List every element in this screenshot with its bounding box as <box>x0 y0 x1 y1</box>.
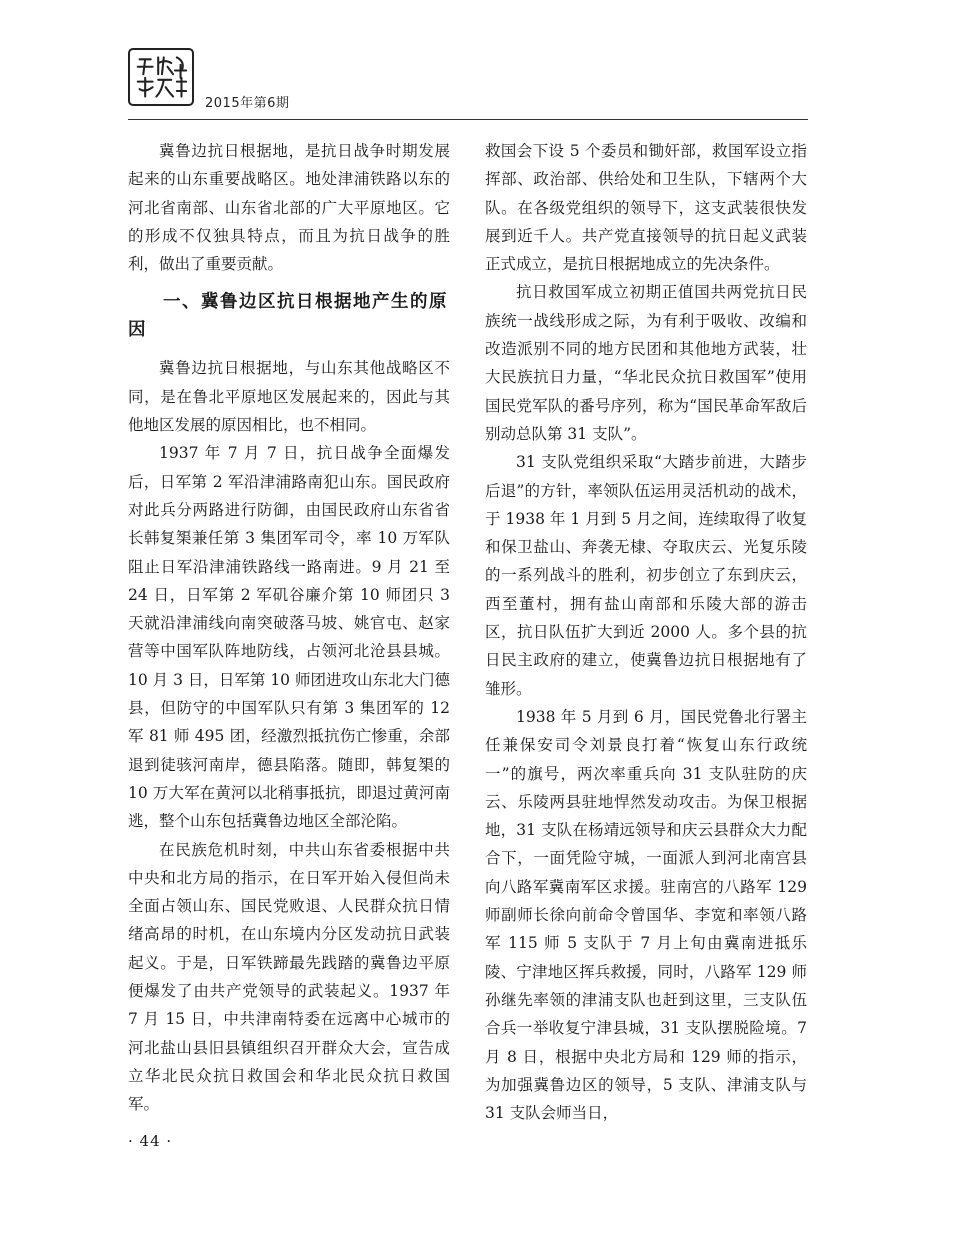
paragraph: 冀鲁边抗日根据地，与山东其他战略区不同，是在鲁北平原地区发展起来的，因此与其他地区发展的原因相比，也不相同。 <box>128 359 450 435</box>
journal-logo-icon <box>130 50 192 104</box>
paragraph: 31 支队党组织采取“大踏步前进，大踏步后退”的方针，率领队伍运用灵活机动的战术，于 1938 年 1 月到 5 月之间，连续取得了收复和保卫盐山、奔袭无棣、夺取庆云、光复乐陵的一系列战斗的胜利，初步创立了东到庆云，西至董村，拥有盐山南部和乐陵大部的游击区，抗日队伍扩大到近 2000 人。多个县的抗日民主政府的建立，使冀鲁边抗日根据地有了雏形。 <box>485 453 807 698</box>
paragraph: 在民族危机时刻，中共山东省委根据中共中央和北方局的指示，在日军开始入侵但尚未全面占领山东、国民党败退、人民群众抗日情绪高昂的时机，在山东境内分区发动抗日武装起义。于是，日军铁蹄最先践踏的冀鲁边平原便爆发了由共产党领导的武装起义。1937 年 7 月 15 日，中共津南特委在远离中心城市的河北盐山县旧县镇组织召开群众大会，宣告成立华北民众抗日救国会和华北民众抗日救国军。 <box>128 840 450 1114</box>
intro-paragraph: 冀鲁边抗日根据地，是抗日战争时期发展起来的山东重要战略区。地处津浦铁路以东的河北省南部、山东省北部的广大平原地区。它的形成不仅独具特点，而且为抗日战争的胜利，做出了重要贡献。 <box>128 142 450 274</box>
header-divider <box>128 119 808 120</box>
journal-logo <box>128 48 194 106</box>
right-column <box>485 137 807 1127</box>
paragraph: 1938 年 5 月到 6 月，国民党鲁北行署主任兼保安司令刘景良打着“恢复山东行政统一”的旗号，两次率重兵向 31 支队驻防的庆云、乐陵两县驻地悍然发动攻击。为保卫根据地，31 支队在杨靖远领导和庆云县群众大力配合下，一面凭险守城，一面派人到河北南宫县向八路军冀南军区求援。驻南宫的八路军 129 师副师长徐向前命令曾国华、李宽和率领八路军 115 师 5 支队于 7 月上旬由冀南进抵乐陵、宁津地区挥兵救援，同时，八路军 129 师孙继先率领的津浦支队也赶到这里，三支队伍合兵一举收复宁津县城，31 支队摆脱险境。7 月 8 日，根据中央北方局和 129 师的指示，为加强冀鲁边区的领导，5 支队、津浦支队与 31 支队会师当日， <box>485 707 807 1123</box>
issue-label: 2015年第6期 <box>205 96 290 111</box>
paragraph-continued: 救国会下设 5 个委员和锄奸部，救国军设立指挥部、政治部、供给处和卫生队，下辖两个大队。在各级党组织的领导下，这支武装很快发展到近千人。共产党直接领导的抗日起义武装正式成立，是抗日根据地成立的先决条件。 <box>485 142 807 274</box>
left-column <box>128 137 450 1119</box>
page-number: · 44 · <box>128 1132 173 1150</box>
paragraph: 抗日救国军成立初期正值国共两党抗日民族统一战线形成之际，为有利于吸收、改编和改造派别不同的地方民团和其他地方武装，壮大民族抗日力量，“华北民众抗日救国军”使用国民党军队的番号序列，称为“国民革命军敌后别动总队第 31 支队”。 <box>485 283 807 443</box>
section-heading: 一、冀鲁边区抗日根据地产生的原因 <box>128 292 448 341</box>
paragraph: 1937 年 7 月 7 日，抗日战争全面爆发后，日军第 2 军沿津浦路南犯山东。国民政府对此兵分两路进行防御，由国民政府山东省省长韩复榘兼任第 3 集团军司令，率 10 万军队阻止日军沿津浦铁路线一路南进。9 月 21 至 24 日，日军第 2 军矶谷廉介第 10 师团只 3 天就沿津浦线向南突破落马坡、姚官屯、赵家营等中国军队阵地防线，占领河北沧县县城。10 月 3 日，日军第 10 师团进攻山东北大门德县，但防守的中国军队只有第 3 集团军的 12 军 81 师 495 团，经激烈抵抗伤亡惨重，余部退到徒骇河南岸，德县陷落。随即，韩复榘的 10 万大军在黄河以北稍事抵抗，即退过黄河南逃，整个山东包括冀鲁边地区全部沦陷。 <box>128 444 450 831</box>
